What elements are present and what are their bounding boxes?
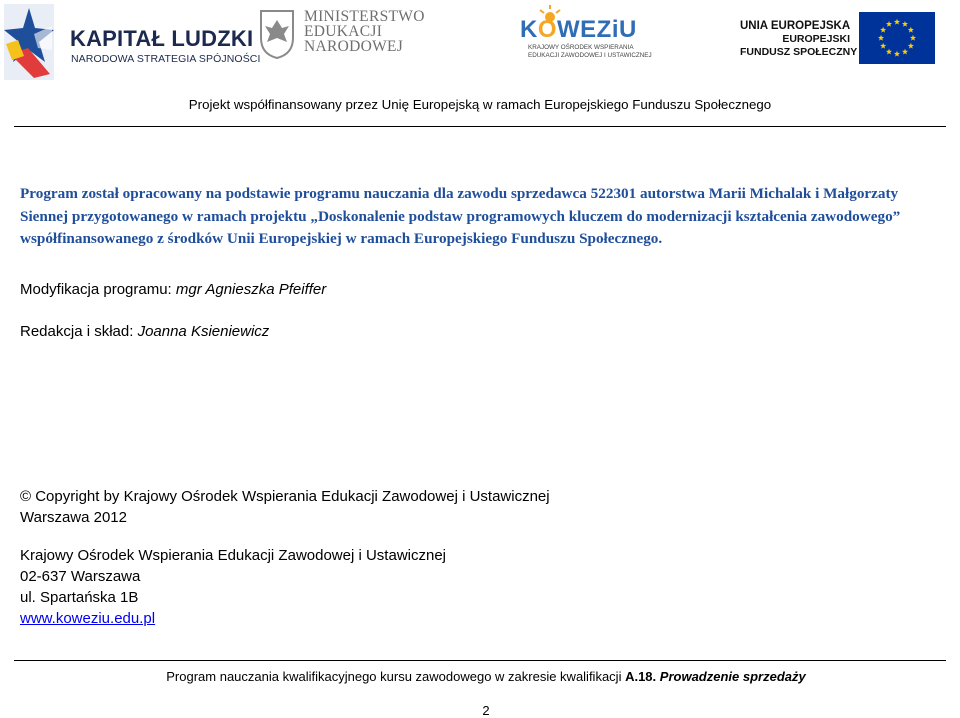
- city-year: Warszawa 2012: [20, 509, 127, 526]
- intro-line-3: współfinansowanego z środków Unii Europejskiej w ramach Europejskiego Funduszu Społecznego.: [20, 230, 663, 247]
- ministry-logo: [258, 4, 428, 64]
- eu-line-3: FUNDUSZ SPOŁECZNY: [740, 46, 858, 58]
- editing-person: Joanna Ksieniewicz: [137, 323, 270, 340]
- page-number: 2: [482, 703, 490, 718]
- koweziu-letter-k: K: [520, 16, 538, 43]
- koweziu-letter-o: O: [537, 16, 558, 43]
- eu-logo: [740, 6, 940, 68]
- footer-prefix: Program nauczania kwalifikacyjnego kursu zawodowego w zakresie kwalifikacji: [166, 669, 626, 684]
- contact-spacer: [20, 528, 550, 545]
- koweziu-logo: [518, 4, 652, 68]
- program-intro: [20, 183, 950, 251]
- publisher-postal: 02-637 Warszawa: [20, 568, 141, 585]
- publisher-website-link[interactable]: www.koweziu.edu.pl: [20, 610, 156, 627]
- footer-program-title: [0, 669, 960, 684]
- project-cofinancing-line: Projekt współfinansowany przez Unię Europejską w ramach Europejskiego Funduszu Społecznego: [188, 97, 772, 112]
- intro-line-2: Siennej przygotowanego w ramach projektu „Doskonalenie podstaw programowych kluczem do modernizacji kształcenia zawodowego”: [20, 207, 901, 225]
- koweziu-subtitle: [528, 44, 652, 60]
- koweziu-sub-line-2: EDUKACJI ZAWODOWEJ I USTAWICZNEJ: [528, 52, 652, 59]
- ministry-line-3: NARODOWEJ: [304, 38, 404, 55]
- footer-qualification-name: Prowadzenie sprzedaży: [659, 669, 806, 684]
- intro-line-1: Program został opracowany na podstawie programu nauczania dla zawodu sprzedawca 522301 autorstwa Marii Michalak i Małgorzaty: [20, 185, 899, 202]
- kapital-ludzki-title: KAPITAŁ LUDZKI: [70, 26, 254, 51]
- footer-divider: [14, 660, 946, 661]
- publisher-street: ul. Spartańska 1B: [20, 589, 139, 606]
- publisher-contact: [20, 486, 550, 629]
- ministry-line-1: MINISTERSTWO: [304, 8, 425, 25]
- kapital-ludzki-star-logo: [4, 4, 54, 80]
- ministry-line-2: EDUKACJI: [304, 23, 383, 40]
- koweziu-wordmark: [520, 16, 637, 44]
- editing-credit: [20, 323, 269, 340]
- kapital-ludzki-logo: [4, 4, 261, 80]
- header-divider: [14, 126, 946, 127]
- koweziu-sub-line-1: KRAJOWY OŚRODEK WSPIERANIA: [528, 44, 634, 51]
- footer-qualification-code: A.18.: [625, 669, 657, 684]
- eu-line-1: UNIA EUROPEJSKA: [740, 20, 851, 32]
- copyright-notice: © Copyright by Krajowy Ośrodek Wspierania Edukacji Zawodowej i Ustawicznej: [20, 488, 550, 505]
- publisher-name: Krajowy Ośrodek Wspierania Edukacji Zawodowej i Ustawicznej: [20, 547, 446, 564]
- eu-line-2: EUROPEJSKI: [782, 33, 850, 45]
- modification-label: Modyfikacja programu:: [20, 281, 176, 298]
- editing-label: Redakcja i skład:: [20, 323, 138, 340]
- modification-person: mgr Agnieszka Pfeiffer: [175, 281, 327, 298]
- koweziu-letters-rest: WEZiU: [557, 16, 637, 43]
- kapital-ludzki-subtitle: NARODOWA STRATEGIA SPÓJNOŚCI: [71, 53, 261, 65]
- eu-flag-icon: [859, 12, 935, 64]
- ministry-eagle-emblem: [258, 8, 296, 60]
- modification-credit: [20, 281, 326, 298]
